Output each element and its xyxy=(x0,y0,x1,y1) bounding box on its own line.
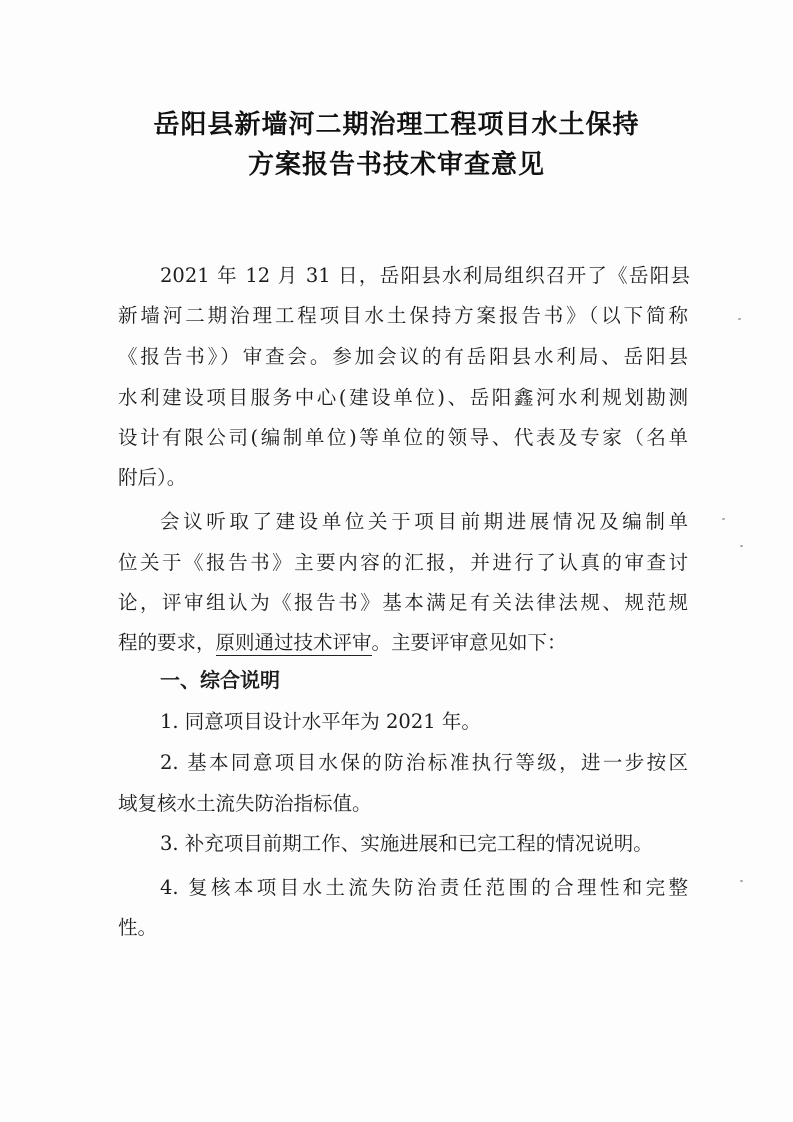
paragraph-line: 位关于《报告书》主要内容的汇报，并进行了认真的审查讨 xyxy=(118,551,688,574)
list-item: 1. 同意项目设计水平年为 2021 年。 xyxy=(160,710,481,733)
paragraph-line: 新墙河二期治理工程项目水土保持方案报告书》（以下简称 xyxy=(118,304,688,327)
text-segment: 程的要求， xyxy=(118,631,216,654)
paragraph-line: 论，评审组认为《报告书》基本满足有关法律法规、规范规 xyxy=(118,591,688,614)
paragraph-line: 设计有限公司(编制单位)等单位的领导、代表及专家（名单 xyxy=(118,426,688,449)
scan-speck xyxy=(722,518,725,520)
paragraph-line: 2021 年 12 月 31 日，岳阳县水利局组织召开了《岳阳县 xyxy=(160,264,690,287)
scan-speck xyxy=(738,318,741,320)
list-item-continuation: 域复核水土流失防治指标值。 xyxy=(118,792,372,815)
list-item: 2. 基本同意项目水保的防治标准执行等级，进一步按区 xyxy=(160,751,688,774)
scan-speck xyxy=(740,880,743,882)
paragraph-line xyxy=(118,627,567,655)
text-segment: 。主要评审意见如下： xyxy=(371,631,567,654)
section-heading: 一、综合说明 xyxy=(160,668,280,692)
document-title-line-2: 方案报告书技术审查意见 xyxy=(247,150,545,180)
paragraph-line: 附后）。 xyxy=(118,466,187,489)
document-title-line-1: 岳阳县新墙河二期治理工程项目水土保持 xyxy=(153,110,640,140)
list-item: 3. 补充项目前期工作、实施进展和已完工程的情况说明。 xyxy=(160,832,653,855)
paragraph-line: 会议听取了建设单位关于项目前期进展情况及编制单 xyxy=(160,510,688,533)
list-item-continuation: 性。 xyxy=(118,916,158,939)
paragraph-line: 《报告书》）审查会。参加会议的有岳阳县水利局、岳阳县 xyxy=(118,345,688,368)
underlined-conclusion: 原则通过技术评审 xyxy=(215,631,372,654)
scan-speck xyxy=(740,545,743,547)
paragraph-line: 水利建设项目服务中心(建设单位)、岳阳鑫河水利规划勘测 xyxy=(118,386,688,409)
list-item: 4. 复核本项目水土流失防治责任范围的合理性和完整 xyxy=(160,876,688,899)
